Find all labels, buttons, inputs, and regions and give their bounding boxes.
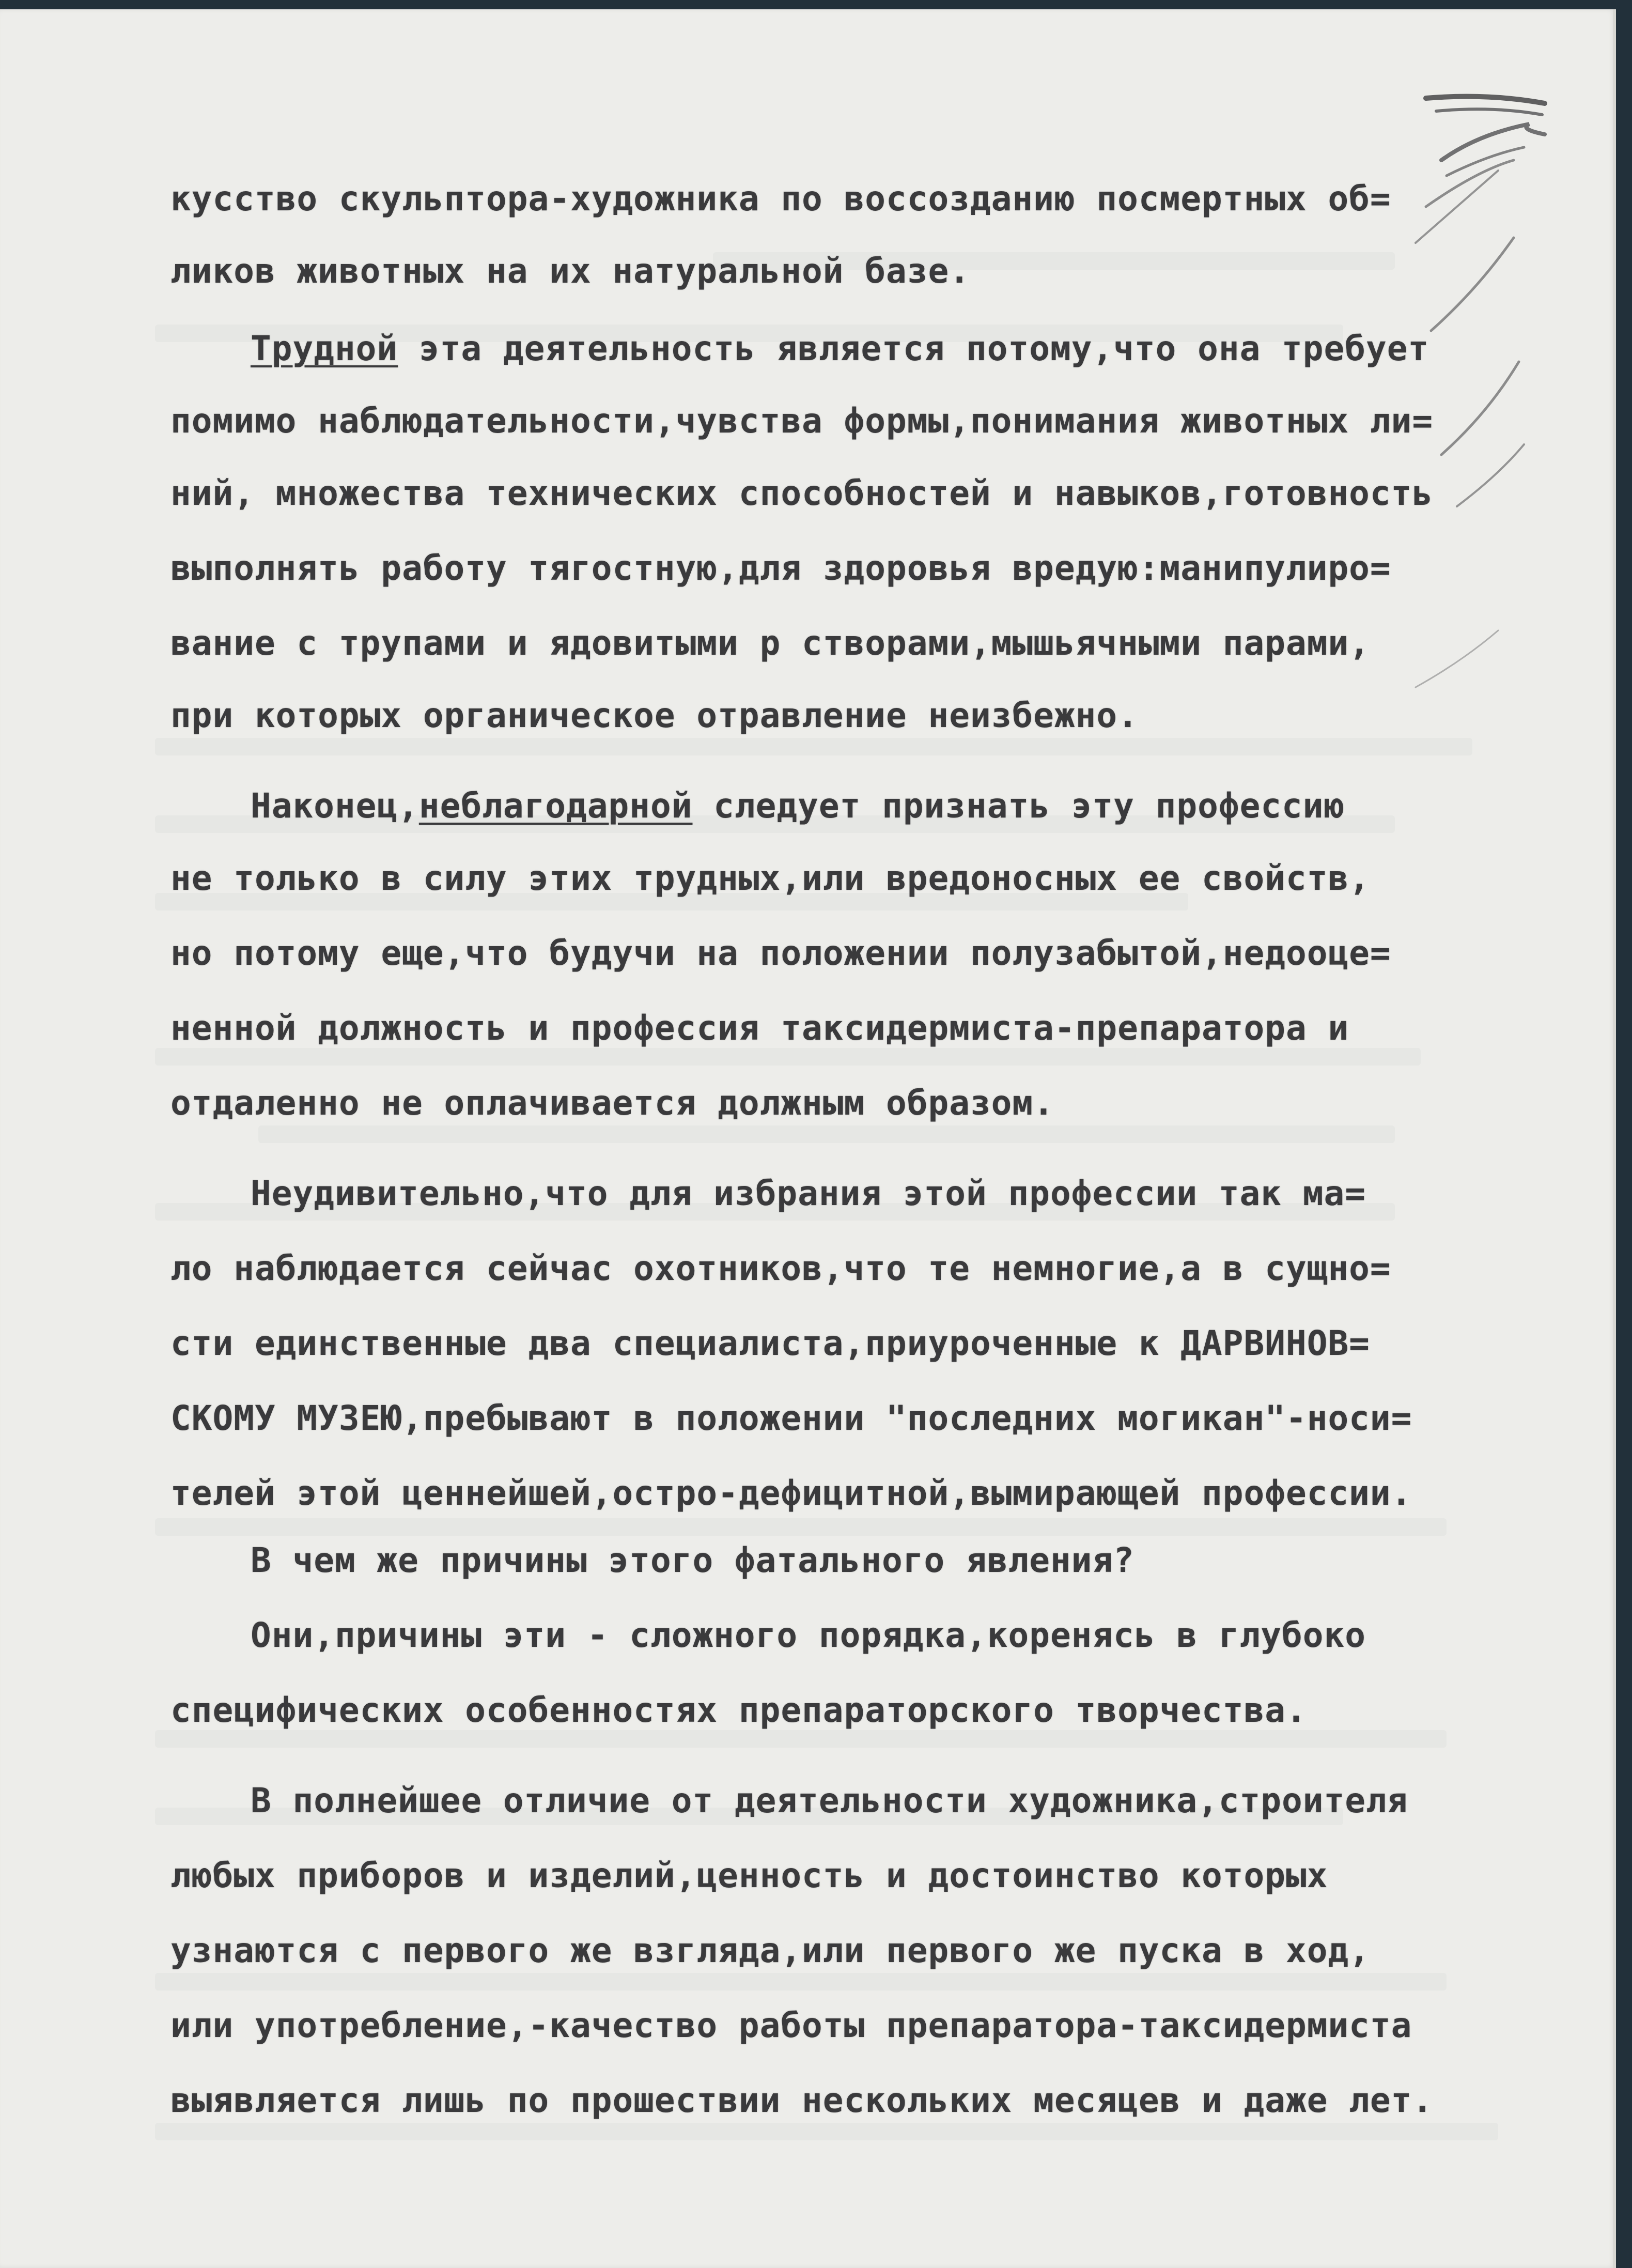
text-line-10: не только в силу этих трудных,или вредоносных ее свойств, bbox=[170, 858, 1370, 898]
text-line-14: Неудивительно,что для избрания этой профессии так ма= bbox=[251, 1174, 1366, 1213]
text-line-18: телей этой ценнейшей,остро-дефицитной,вымирающей профессии. bbox=[170, 1473, 1412, 1513]
text-line-17: СКОМУ МУЗЕЮ,пребывают в положении "последних могикан"-носи= bbox=[170, 1398, 1412, 1438]
text-line-3 bbox=[251, 328, 1429, 369]
text-line-15: ло наблюдается сейчас охотников,что те немногие,а в сущно= bbox=[170, 1248, 1391, 1288]
text-line-25: или употребление,-качество работы препаратора-таксидермиста bbox=[170, 2005, 1412, 2045]
text-line-9 bbox=[251, 785, 1345, 827]
text-line-3-rest: эта деятельность является потому,что она требует bbox=[418, 329, 1429, 368]
text-line-24: узнаются с первого же взгляда,или первого же пуска в ход, bbox=[170, 1931, 1370, 1970]
prefix-nakonets: Наконец, bbox=[251, 786, 419, 826]
underlined-word-trudnoy: Трудной bbox=[251, 329, 398, 368]
text-line-12: ненной должность и профессия таксидермиста-препаратора и bbox=[170, 1008, 1349, 1048]
text-line-26: выявляется лишь по прошествии нескольких месяцев и даже лет. bbox=[170, 2080, 1434, 2120]
text-line-23: любых приборов и изделий,ценность и достоинство которых bbox=[170, 1856, 1328, 1895]
text-line-22: В полнейшее отличие от деятельности художника,строителя bbox=[251, 1781, 1408, 1820]
text-line-13: отдаленно не оплачивается должным образом. bbox=[170, 1083, 1054, 1123]
text-line-4: помимо наблюдательности,чувства формы,понимания животных ли= bbox=[170, 401, 1434, 441]
text-line-9-rest: следует признать эту профессию bbox=[713, 786, 1345, 826]
text-line-1: кусство скульптора-художника по воссозданию посмертных об= bbox=[170, 179, 1391, 219]
text-line-20: Они,причины эти - сложного порядка,коренясь в глубоко bbox=[251, 1615, 1366, 1655]
text-line-11: но потому еще,что будучи на положении полузабытой,недооце= bbox=[170, 933, 1391, 973]
text-line-8: при которых органическое отравление неизбежно. bbox=[170, 696, 1139, 735]
text-line-7: вание с трупами и ядовитыми р створами,мышьячными парами, bbox=[170, 623, 1370, 663]
underlined-word-neblagodarnoy: неблагодарной bbox=[418, 786, 693, 826]
page-edge bbox=[1613, 9, 1616, 2268]
text-line-19: В чем же причины этого фатального явления? bbox=[251, 1540, 1134, 1580]
text-line-2: ликов животных на их натуральной базе. bbox=[170, 251, 970, 291]
text-line-21: специфических особенностях препараторского творчества. bbox=[170, 1690, 1307, 1730]
text-line-16: сти единственные два специалиста,приуроченные к ДАРВИНОВ= bbox=[170, 1323, 1370, 1363]
text-line-6: выполнять работу тягостную,для здоровья вредую:манипулиро= bbox=[170, 548, 1391, 588]
text-line-5: ний, множества технических способностей и навыков,готовность bbox=[170, 473, 1434, 513]
